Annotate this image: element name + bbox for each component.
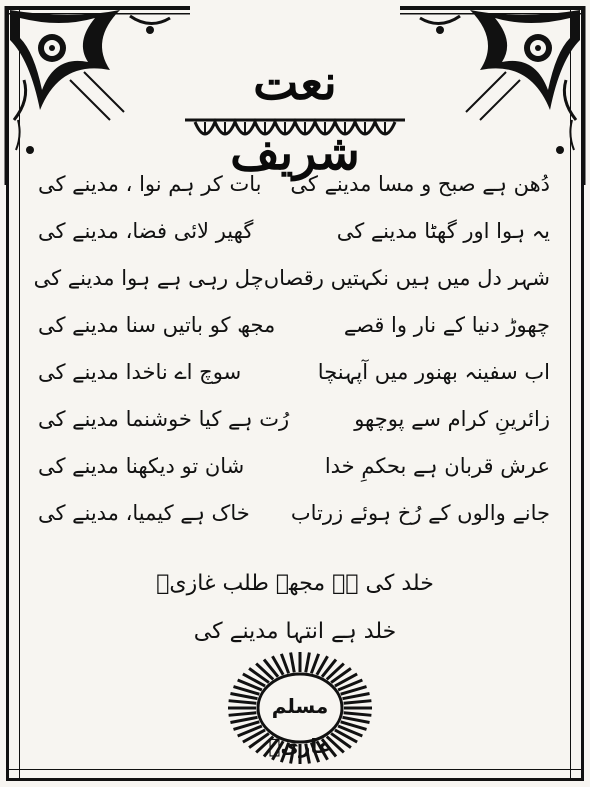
verse-first-hemistich: جانے والوں کے رُخ ہوئے زرتاب xyxy=(290,500,550,525)
verse-second-hemistich: بات کر ہم نوا ، مدینے کی xyxy=(38,171,262,196)
corner-ornament-left-icon xyxy=(0,0,190,185)
verse-first-hemistich: اب سفینہ بھنور میں آپہنچا xyxy=(317,359,550,384)
verse-second-hemistich: گھیر لائی فضا، مدینے کی xyxy=(38,218,254,243)
bottom-border xyxy=(6,769,584,781)
page-title: نعت شریف xyxy=(230,55,360,181)
verse xyxy=(38,348,550,395)
verse-first-hemistich: یہ ہوا اور گھٹا مدینے کی xyxy=(336,218,550,243)
verse xyxy=(38,489,550,536)
verse-first-hemistich: زائرینِ کرام سے پوچھو xyxy=(354,406,550,431)
verse-first-hemistich: دُھن ہے صبح و مسا مدینے کی xyxy=(290,171,550,196)
title-scallop-ornament-icon xyxy=(185,118,405,150)
verse-second-hemistich: سوچ اے ناخدا مدینے کی xyxy=(38,359,242,384)
verse xyxy=(38,207,550,254)
verse-second-hemistich: رُت ہے کیا خوشنما مدینے کی xyxy=(38,406,290,431)
verse-first-hemistich: عرش قربان ہے بحکمِ خدا xyxy=(324,453,550,478)
author-last-name: غازیؔ xyxy=(268,734,332,758)
closing-line-1: خلد کی ہے مجھے طلب غازیؔ xyxy=(156,571,434,596)
verse-second-hemistich: شان تو دیکھنا مدینے کی xyxy=(38,453,245,478)
verse xyxy=(38,160,550,207)
verse-first-hemistich: شہر دل میں ہیں نکہتیں رقصاں xyxy=(263,265,550,290)
verse-second-hemistich: خاک ہے کیمیا، مدینے کی xyxy=(38,500,250,525)
author-first-name: مسلم xyxy=(271,694,329,718)
verses xyxy=(33,160,550,536)
closing-line-2: خلد ہے انتہا مدینے کی xyxy=(193,619,397,644)
author-name xyxy=(250,686,350,766)
closing-couplet xyxy=(120,560,470,656)
verse-first-hemistich: چھوڑ دنیا کے نار وا قصے xyxy=(343,312,550,337)
verse xyxy=(38,301,550,348)
verse xyxy=(38,395,550,442)
corner-ornament-right-icon xyxy=(400,0,590,185)
verse-second-hemistich: چل رہی ہے ہوا مدینے کی xyxy=(33,265,264,290)
verse-second-hemistich: مجھ کو باتیں سنا مدینے کی xyxy=(38,312,276,337)
verse xyxy=(38,442,550,489)
verse xyxy=(33,254,550,301)
